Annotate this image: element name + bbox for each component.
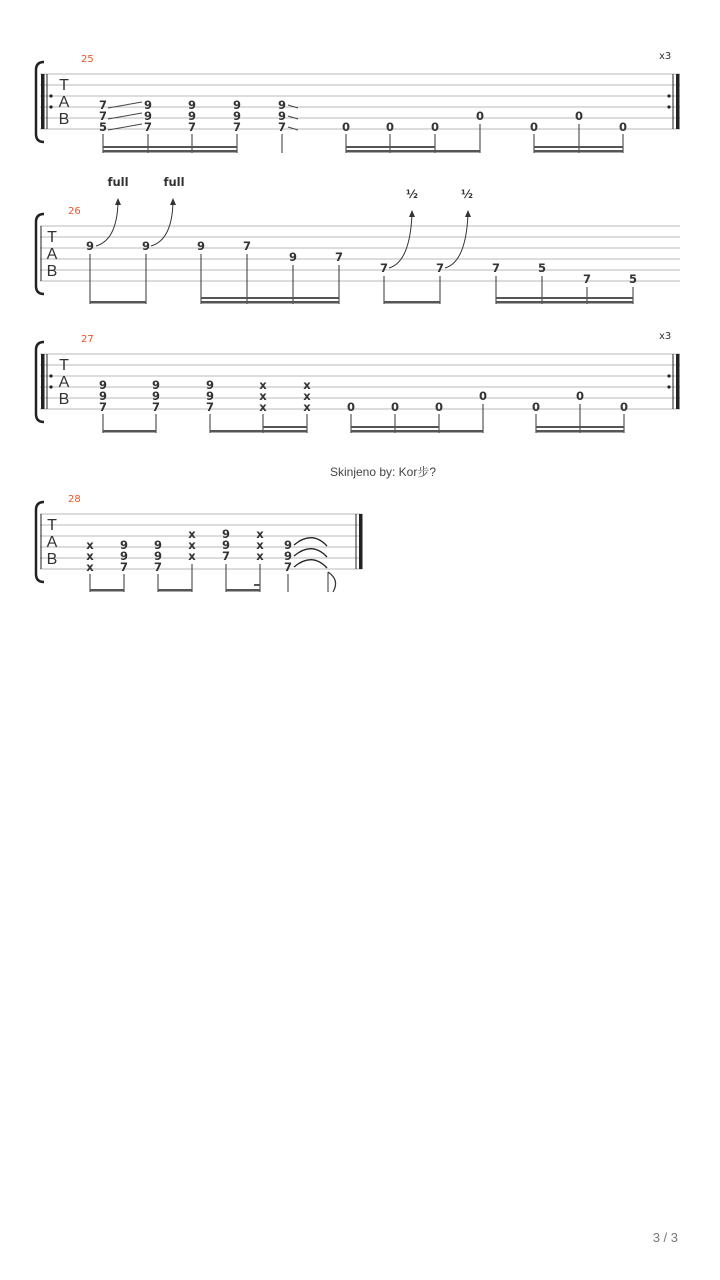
fret-number: 0 <box>531 400 541 414</box>
fret-number: 5 <box>98 120 108 134</box>
note-flag <box>328 572 336 592</box>
fret-number: 7 <box>153 560 163 574</box>
repeat-dot <box>667 374 670 377</box>
fret-number: 9 <box>283 538 293 552</box>
fret-number: x <box>188 538 196 552</box>
fret-number: 9 <box>141 239 151 253</box>
fret-number: 0 <box>430 120 440 134</box>
fret-number: x <box>188 527 196 541</box>
fret-number: 0 <box>434 400 444 414</box>
fret-number: 9 <box>196 239 206 253</box>
fret-number: 7 <box>119 560 129 574</box>
fret-number: 9 <box>187 98 197 112</box>
fret-number: 9 <box>283 549 293 563</box>
fret-number: 0 <box>475 109 485 123</box>
fret-number: 0 <box>478 389 488 403</box>
measure-number: 25 <box>81 54 94 65</box>
rhythm-beams <box>90 297 633 304</box>
fret-number: 7 <box>151 400 161 414</box>
transcriber-credit: Skinjeno by: Kor步? <box>329 465 437 479</box>
fret-number: 7 <box>582 272 592 286</box>
fret-number: 9 <box>119 538 129 552</box>
rhythm-stems <box>103 124 623 153</box>
fret-number: 9 <box>143 98 153 112</box>
fret-number: x <box>86 549 94 563</box>
fret-number: 7 <box>187 120 197 134</box>
fret-number: 0 <box>529 120 539 134</box>
fret-number: 9 <box>151 378 161 392</box>
repeat-dot <box>667 94 670 97</box>
fret-number: x <box>259 389 267 403</box>
fret-number: 7 <box>221 549 231 563</box>
fret-number: 5 <box>537 261 547 275</box>
fret-number: 9 <box>277 109 287 123</box>
rhythm-beams <box>90 584 260 592</box>
fret-number: x <box>86 538 94 552</box>
fret-number: 7 <box>205 400 215 414</box>
fret-number: 7 <box>491 261 501 275</box>
fret-number: 9 <box>205 378 215 392</box>
fret-number: x <box>259 378 267 392</box>
repeat-count: x3 <box>659 51 672 62</box>
final-thick-barline <box>359 514 363 569</box>
bend-arrowhead <box>409 210 415 217</box>
fret-number: 7 <box>379 261 389 275</box>
bend-label: ½ <box>406 187 418 201</box>
fret-number: 5 <box>628 272 638 286</box>
tab-clef-t: T <box>59 357 69 374</box>
fret-number: 9 <box>153 538 163 552</box>
tab-system-1 <box>36 51 680 153</box>
repeat-dot <box>667 105 670 108</box>
repeat-dot <box>49 385 52 388</box>
fret-number: 9 <box>277 98 287 112</box>
fret-number: 9 <box>205 389 215 403</box>
bend-arrowhead <box>465 210 471 217</box>
fret-number: 9 <box>98 389 108 403</box>
fret-number: 7 <box>435 261 445 275</box>
tab-clef-t: T <box>59 77 69 94</box>
bend-arrowhead <box>115 198 121 205</box>
bend-label: full <box>107 175 129 189</box>
fret-number: 0 <box>385 120 395 134</box>
fret-number: 7 <box>98 109 108 123</box>
fret-number: 0 <box>575 389 585 403</box>
fret-number: 0 <box>574 109 584 123</box>
fret-number: 0 <box>390 400 400 414</box>
fret-number: 9 <box>151 389 161 403</box>
tab-clef-a: A <box>46 534 58 551</box>
fret-number: 7 <box>277 120 287 134</box>
fret-number: x <box>303 400 311 414</box>
fret-number: 9 <box>85 239 95 253</box>
rhythm-stems <box>90 254 633 304</box>
measure-number: 28 <box>68 494 81 505</box>
repeat-end-thick-barline <box>676 354 680 409</box>
repeat-end-thick-barline <box>676 74 680 129</box>
repeat-dot <box>49 374 52 377</box>
fret-number: 7 <box>232 120 242 134</box>
fret-number: x <box>303 389 311 403</box>
tab-clef-b: B <box>46 263 58 280</box>
fret-number: x <box>188 549 196 563</box>
bend-arrowhead <box>170 198 176 205</box>
repeat-dot <box>49 94 52 97</box>
fret-number: x <box>256 538 264 552</box>
repeat-start-thick-barline <box>41 354 45 409</box>
tab-system-2 <box>36 175 680 304</box>
tab-clef-b: B <box>58 111 70 128</box>
repeat-start-thick-barline <box>41 74 45 129</box>
rhythm-beams <box>103 426 624 433</box>
measure-number: 26 <box>68 206 81 217</box>
fret-number: 7 <box>283 560 293 574</box>
fret-number: 0 <box>346 400 356 414</box>
repeat-dot <box>49 105 52 108</box>
fret-number: 9 <box>153 549 163 563</box>
measure-number: 27 <box>81 334 94 345</box>
bend-label: ½ <box>461 187 473 201</box>
fret-number: 9 <box>221 538 231 552</box>
tab-clef-b: B <box>46 551 58 568</box>
fret-number: 7 <box>98 98 108 112</box>
tab-clef-t: T <box>47 229 57 246</box>
repeat-dot <box>667 385 670 388</box>
tab-system-4 <box>36 494 363 592</box>
repeat-count: x3 <box>659 331 672 342</box>
fret-number: 9 <box>143 109 153 123</box>
tab-clef-a: A <box>58 94 70 111</box>
fret-number: x <box>256 549 264 563</box>
tab-clef-a: A <box>58 374 70 391</box>
fret-number: 0 <box>618 120 628 134</box>
fret-number: 7 <box>143 120 153 134</box>
fret-number: 7 <box>242 239 252 253</box>
fret-number: 9 <box>288 250 298 264</box>
fret-number: x <box>303 378 311 392</box>
fret-number: 9 <box>232 98 242 112</box>
rhythm-beams <box>103 146 623 153</box>
bend-label: full <box>163 175 185 189</box>
fret-number: 9 <box>187 109 197 123</box>
fret-number: 9 <box>119 549 129 563</box>
fret-number: 9 <box>232 109 242 123</box>
tab-clef-a: A <box>46 246 58 263</box>
slide-lines <box>108 102 298 130</box>
fret-number: x <box>86 560 94 574</box>
fret-number: x <box>259 400 267 414</box>
fret-number: 7 <box>334 250 344 264</box>
tab-clef-b: B <box>58 391 70 408</box>
tab-system-3 <box>36 331 680 433</box>
fret-number: 0 <box>619 400 629 414</box>
staff-lines <box>40 74 680 129</box>
fret-number: 0 <box>341 120 351 134</box>
rhythm-stems <box>103 404 624 433</box>
fret-number: x <box>256 527 264 541</box>
page-number: 3 / 3 <box>652 1230 678 1245</box>
tab-clef-t: T <box>47 517 57 534</box>
fret-number: 9 <box>221 527 231 541</box>
fret-number: 7 <box>98 400 108 414</box>
fret-number: 9 <box>98 378 108 392</box>
tie-arcs <box>294 538 327 568</box>
